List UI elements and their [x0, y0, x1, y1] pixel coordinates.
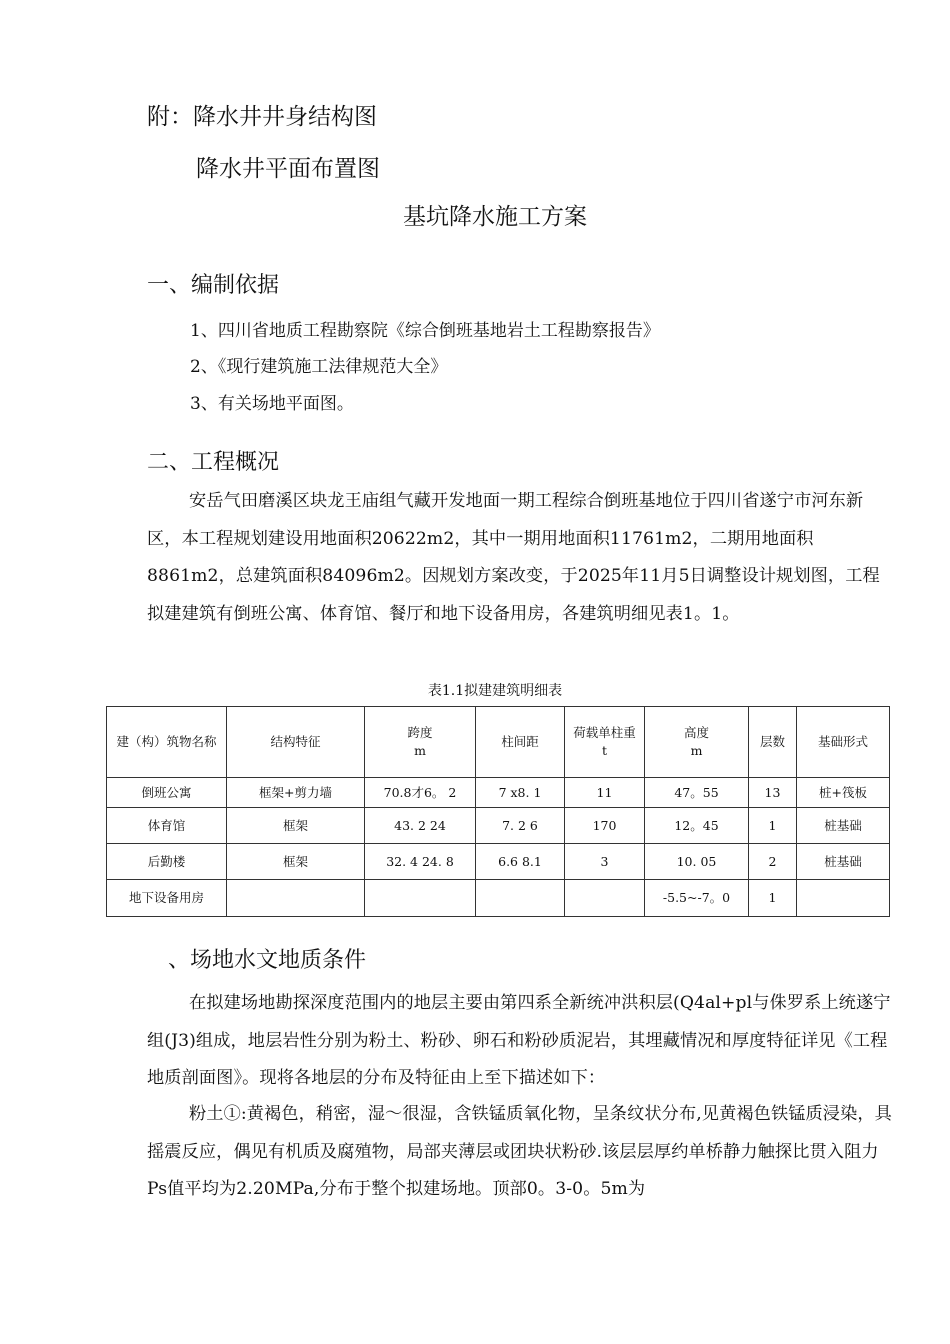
table-row	[107, 808, 890, 844]
section-3-title: 、场地水文地质条件	[168, 948, 367, 973]
cell-column-spacing: 7. 2 6	[476, 808, 565, 844]
cell-structure: 框架+剪力墙	[227, 778, 365, 808]
cell-foundation: 桩+筏板	[797, 778, 890, 808]
header-height-unit: m	[690, 743, 703, 758]
header-span-label: 跨度	[407, 725, 433, 740]
cell-column-spacing	[476, 880, 565, 917]
header-structure: 结构特征	[227, 707, 365, 778]
cell-name: 倒班公寓	[107, 778, 227, 808]
section-1-title: 一、编制依据	[147, 273, 280, 298]
header-span-unit: m	[414, 743, 426, 758]
basis-item-2: 2、《现行建筑施工法律规范大全》	[190, 357, 448, 377]
hydrogeology-paragraph: 在拟建场地勘探深度范围内的地层主要由第四系全新统冲洪积层(Q4al+pl与侏罗系上统遂宁组(J3)组成，地层岩性分别为粉土、粉砂、卵石和粉砂质泥岩，其埋藏情况和厚度特征详见《工程地质剖面图》。现将各地层的分布及特征由上至下描述如下：	[147, 993, 891, 1088]
cell-span: 43. 2 24	[365, 808, 476, 844]
cell-column-spacing: 6.6 8.1	[476, 844, 565, 880]
header-load-unit: t	[601, 743, 608, 758]
basis-item-1: 1、四川省地质工程勘察院《综合倒班基地岩土工程勘察报告》	[190, 321, 660, 341]
appendix-heading: 附：降水井井身结构图	[147, 104, 377, 130]
cell-span: 70.8才6。 2	[365, 778, 476, 808]
cell-foundation: 桩基础	[797, 808, 890, 844]
header-column-spacing: 柱间距	[476, 707, 565, 778]
plan-heading: 降水井平面布置图	[196, 156, 380, 182]
document-title: 基坑降水施工方案	[403, 204, 587, 230]
table-row	[107, 844, 890, 880]
cell-foundation: 桩基础	[797, 844, 890, 880]
table-caption: 表1.1拟建建筑明细表	[427, 683, 563, 699]
cell-floors: 13	[749, 778, 797, 808]
cell-name: 体育馆	[107, 808, 227, 844]
cell-floors: 1	[749, 808, 797, 844]
table-row	[107, 880, 890, 917]
header-height-label: 高度	[683, 725, 709, 740]
section-2-title: 二、工程概况	[147, 450, 280, 475]
table-header-row	[107, 707, 890, 778]
project-overview-paragraph: 安岳气田磨溪区块龙王庙组气藏开发地面一期工程综合倒班基地位于四川省遂宁市河东新区，本工程规划建设用地面积20622m2，其中一期用地面积11761m2，二期用地面积8861m2，总建筑面积84096m2。因规划方案改变，于2025年11月5日调整设计规划图，工程拟建建筑有倒班公寓、体育馆、餐厅和地下设备用房，各建筑明细见表1。1。	[147, 491, 880, 624]
cell-structure: 框架	[227, 808, 365, 844]
basis-item-3: 3、有关场地平面图。	[190, 394, 354, 414]
cell-load: 3	[565, 844, 645, 880]
header-load-label: 荷载单柱重	[573, 725, 636, 740]
cell-floors: 1	[749, 880, 797, 917]
header-span	[365, 707, 476, 778]
cell-column-spacing: 7 x8. 1	[476, 778, 565, 808]
header-floors: 层数	[749, 707, 797, 778]
cell-load	[565, 880, 645, 917]
cell-name: 后勤楼	[107, 844, 227, 880]
cell-floors: 2	[749, 844, 797, 880]
header-height	[645, 707, 749, 778]
cell-name: 地下设备用房	[107, 880, 227, 917]
cell-structure: 框架	[227, 844, 365, 880]
cell-height: 47。55	[645, 778, 749, 808]
header-load	[565, 707, 645, 778]
cell-height: 10. 05	[645, 844, 749, 880]
cell-span: 32. 4 24. 8	[365, 844, 476, 880]
cell-height: 12。45	[645, 808, 749, 844]
building-details-table	[106, 706, 890, 917]
silt-layer-paragraph: 粉土①:黄褐色，稍密，湿〜很湿，含铁锰质氧化物，呈条纹状分布,见黄褐色铁锰质浸染，具摇震反应，偶见有机质及腐殖物，局部夹薄层或团块状粉砂.该层层厚约单桥静力触探比贯入阻力Ps值平均为2.20MPa,分布于整个拟建场地。顶部0。3-0。5m为	[147, 1104, 892, 1199]
table-row	[107, 778, 890, 808]
header-name: 建（构）筑物名称	[107, 707, 227, 778]
cell-foundation	[797, 880, 890, 917]
cell-height: -5.5~-7。0	[645, 880, 749, 917]
header-foundation: 基础形式	[797, 707, 890, 778]
cell-span	[365, 880, 476, 917]
cell-load: 170	[565, 808, 645, 844]
cell-load: 11	[565, 778, 645, 808]
cell-structure	[227, 880, 365, 917]
